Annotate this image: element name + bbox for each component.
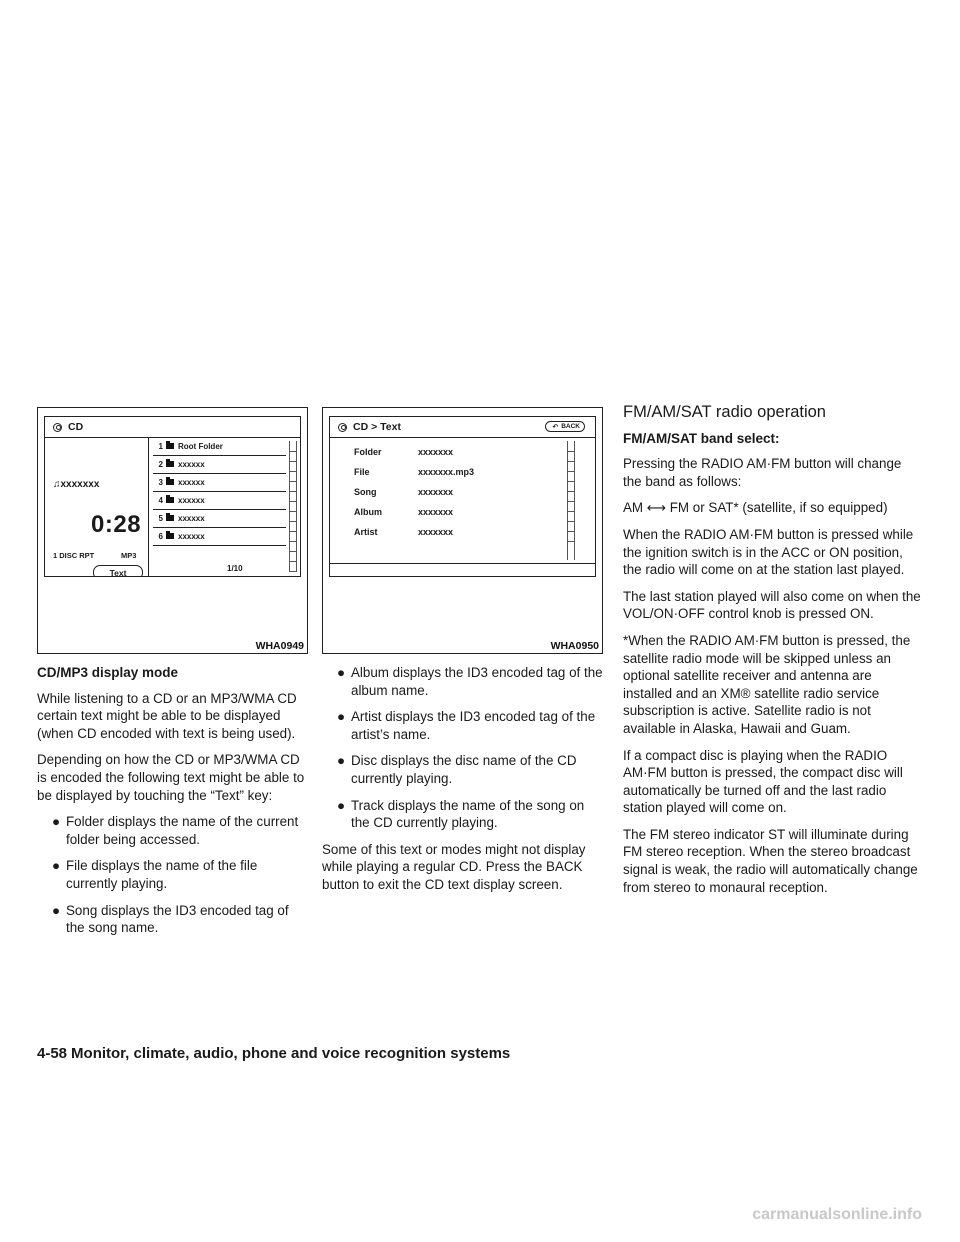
screen-title-bar [330, 417, 595, 438]
subsection-heading: FM/AM/SAT band select: [623, 430, 780, 446]
screen-title: CD [68, 421, 84, 433]
paragraph: While listening to a CD or an MP3/WMA CD certain text might be able to be displayed (when CD encoded with text is being used). [37, 690, 297, 741]
back-arrow-icon: ↶ [552, 423, 559, 431]
bullet-icon: ● [52, 814, 61, 830]
list-item-number: 2 [158, 459, 163, 469]
bullet-icon: ● [337, 665, 346, 680]
text-key-button[interactable]: Text [93, 565, 143, 577]
bullet-text: Disc displays the disc name of the CD currently playing. [351, 753, 577, 786]
text-row-folder [354, 447, 453, 457]
disc-icon [53, 423, 62, 432]
folder-icon [166, 533, 174, 539]
screen-title-bar [45, 417, 300, 438]
disc-icon [338, 423, 347, 432]
paragraph: Some of this text or modes might not display while playing a regular CD. Press the BACK button to exit the CD text display screen. [322, 841, 586, 892]
list-item-number: 5 [158, 513, 163, 523]
column-middle [322, 664, 603, 903]
list-item-number: 3 [158, 477, 163, 487]
bullet-icon: ● [52, 858, 61, 874]
list-item[interactable] [153, 527, 286, 546]
list-item[interactable] [153, 509, 286, 528]
text-row-value: xxxxxxx [418, 527, 454, 537]
scrollbar[interactable] [289, 441, 297, 572]
screen-bottom-bar [330, 563, 595, 576]
scrollbar[interactable] [567, 441, 575, 560]
bullet-icon: ● [337, 709, 346, 725]
text-row-label: Album [354, 507, 382, 517]
paragraph: Depending on how the CD or MP3/WMA CD is encoded the following text might be able to be displayed by touching the “Text” key: [37, 752, 305, 803]
text-row-song [354, 487, 453, 497]
bullet-text: Track displays the name of the song on the CD currently playing. [351, 797, 585, 831]
back-button-label: BACK [561, 423, 580, 430]
paragraph: The FM stereo indicator ST will illuminate during FM stereo reception. When the stereo broadcast signal is weak, the radio will automatically change from stereo to monaural reception. [623, 826, 918, 895]
list-item-label: xxxxxx [178, 495, 205, 505]
list-item[interactable] [153, 455, 286, 474]
screen-title: CD > Text [353, 421, 401, 433]
list-item-number: 6 [158, 531, 163, 541]
text-row-value: xxxxxxx.mp3 [418, 467, 475, 477]
column-left [37, 664, 308, 946]
page-number: 4-58 [37, 1045, 68, 1062]
paragraph: *When the RADIO AM·FM button is pressed, the satellite radio mode will be skipped unless an optional satellite receiver and antenna are installed and an XM® satellite radio service subscription is active. Satellite radio is not available in Alaska, Hawaii and Guam. [623, 632, 911, 736]
cd-text-screen [329, 416, 596, 577]
page-footer [37, 1045, 510, 1062]
bullet-item [322, 664, 603, 699]
list-item-number: 4 [158, 495, 163, 505]
bullet-text: Artist displays the ID3 encoded tag of the artist’s name. [351, 709, 596, 742]
bullet-icon: ● [337, 753, 346, 769]
list-item-label: xxxxxx [178, 459, 205, 469]
text-row-label: Folder [354, 447, 382, 457]
list-item[interactable] [153, 473, 286, 492]
text-row-value: xxxxxxx [418, 507, 454, 517]
folder-icon [166, 515, 174, 521]
list-item[interactable] [153, 491, 286, 510]
text-row-value: xxxxxxx [418, 487, 454, 497]
text-row-value: xxxxxxx [418, 447, 454, 457]
bullet-item [322, 797, 603, 832]
cd-screen [44, 416, 301, 577]
back-button[interactable] [545, 421, 585, 432]
section-heading: CD/MP3 display mode [37, 665, 179, 680]
text-row-label: Song [354, 487, 377, 497]
play-time: 0:28 [91, 511, 142, 538]
text-row-file [354, 467, 474, 477]
paragraph: Pressing the RADIO AM·FM button will change the band as follows: [623, 456, 902, 489]
list-item-label: Root Folder [178, 441, 223, 451]
paragraph: When the RADIO AM·FM button is pressed while the ignition switch is in the ACC or ON position, the radio will come on at the station last played. [623, 526, 914, 578]
folder-icon [166, 443, 174, 449]
list-item-label: xxxxxx [178, 531, 205, 541]
list-item-label: xxxxxx [178, 477, 205, 487]
figure-code: WHA0950 [550, 640, 599, 652]
format-label: MP3 [121, 551, 137, 560]
bullet-item [37, 813, 308, 848]
disc-mode: 1 DISC RPT [53, 551, 95, 560]
folder-icon [166, 461, 174, 467]
paragraph: AM ⟷ FM or SAT* (satellite, if so equipped) [623, 500, 888, 516]
figure-cd-display [37, 407, 308, 654]
watermark: carmanualsonline.info [752, 1206, 922, 1223]
bullet-item [37, 902, 308, 937]
bullet-item [322, 708, 603, 743]
column-right [623, 404, 923, 905]
list-item-number: 1 [158, 441, 163, 451]
bullet-item [37, 857, 308, 892]
folder-icon [166, 497, 174, 503]
section-title: FM/AM/SAT radio operation [623, 403, 826, 421]
figure-code: WHA0949 [255, 640, 304, 652]
text-row-album [354, 507, 453, 517]
bullet-icon: ● [337, 797, 346, 813]
text-row-label: Artist [354, 527, 378, 537]
bullet-text: Folder displays the name of the current folder being accessed. [66, 814, 299, 847]
folder-icon [166, 479, 174, 485]
bullet-icon: ● [52, 902, 61, 918]
list-item-label: xxxxxx [178, 513, 205, 523]
page-indicator: 1/10 [227, 564, 243, 573]
bullet-text: File displays the name of the file currently playing. [66, 858, 258, 891]
text-row-label: File [354, 467, 370, 477]
section-name: Monitor, climate, audio, phone and voice recognition systems [71, 1045, 511, 1062]
text-row-artist [354, 527, 453, 537]
folder-list [153, 437, 300, 576]
bullet-item [322, 752, 603, 787]
list-item[interactable] [153, 437, 286, 456]
paragraph: If a compact disc is playing when the RADIO AM·FM button is pressed, the compact disc will automatically be turned off and the last radio station played will come on. [623, 747, 903, 816]
bullet-text: Album displays the ID3 encoded tag of the album name. [351, 665, 603, 698]
bullet-text: Song displays the ID3 encoded tag of the song name. [66, 902, 289, 936]
figure-cd-text-display [322, 407, 603, 654]
paragraph: The last station played will also come on when the VOL/ON·OFF control knob is pressed ON. [623, 588, 921, 622]
track-name: ♫xxxxxxx [53, 479, 100, 490]
